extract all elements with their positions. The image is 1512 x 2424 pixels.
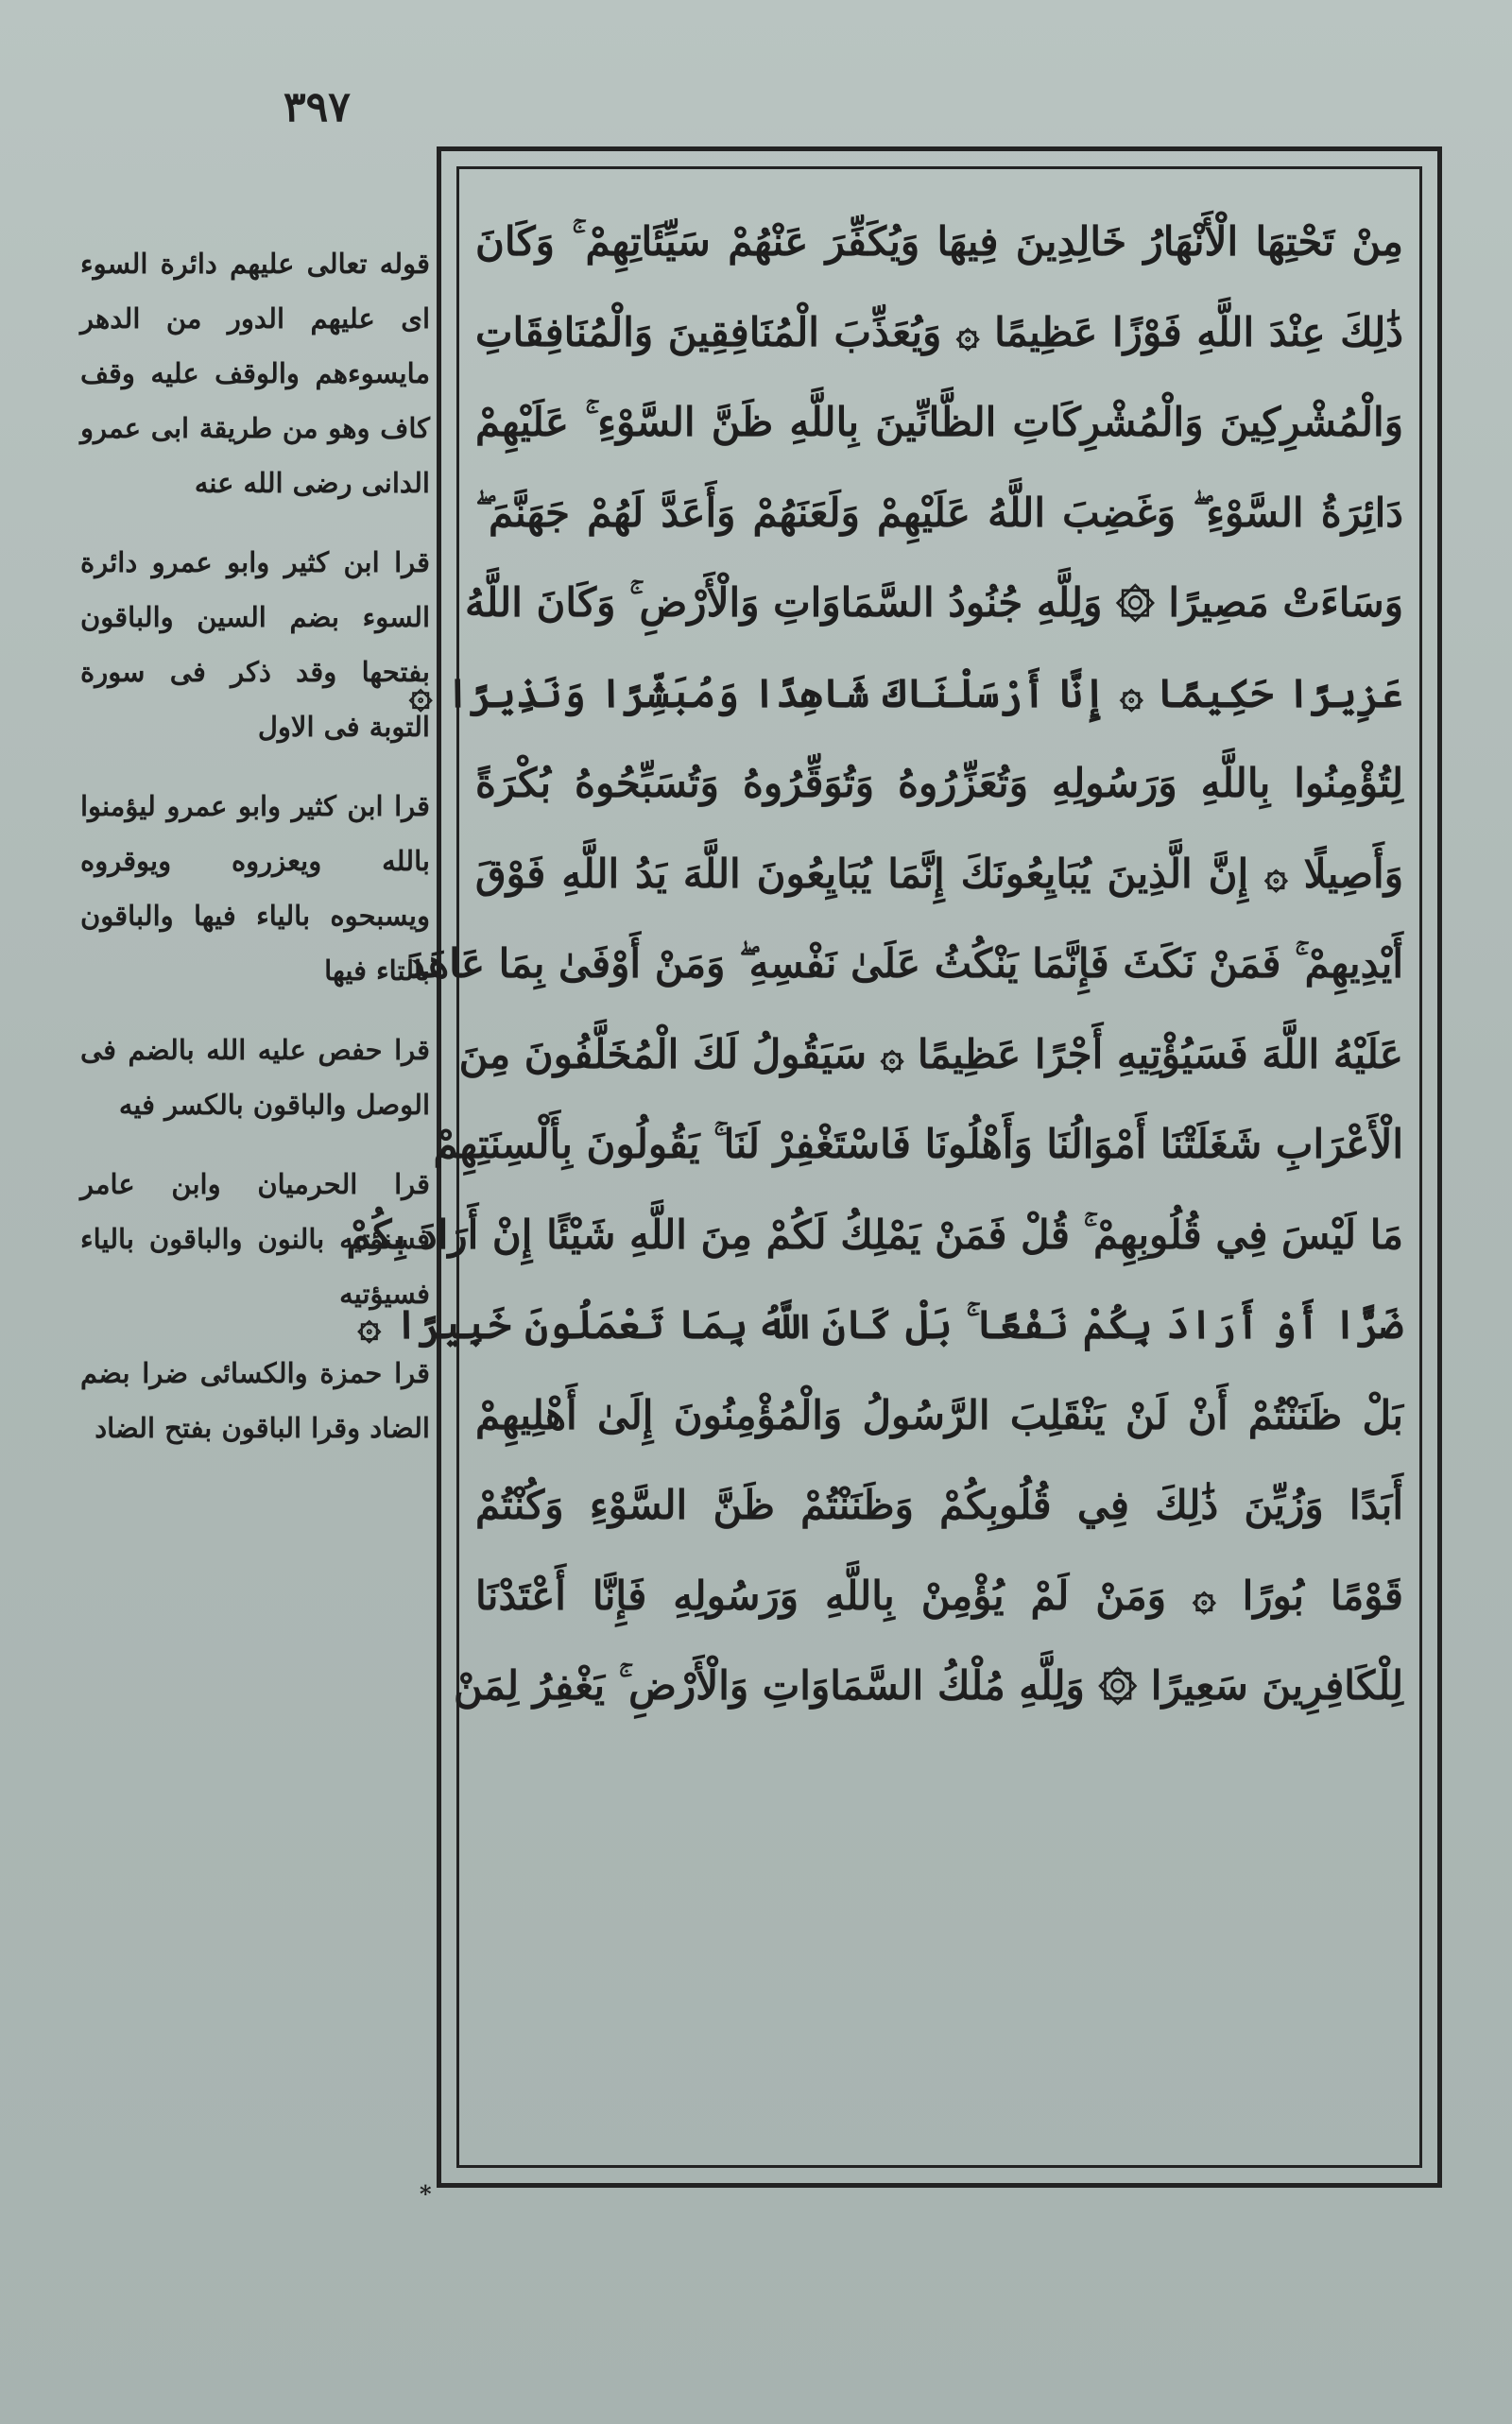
text-line: لِتُؤْمِنُوا بِاللَّهِ وَرَسُولِهِ وَتُعَزِّرُوهُ وَتُوَقِّرُوهُ وَتُسَبِّحُوهُ بُكْرَةً: [475, 760, 1403, 806]
text-line: عَزِيزًا حَكِيمًا ۞ إِنَّا أَرْسَلْنَاكَ شَاهِدًا وَمُبَشِّرًا وَنَذِيرًا ۞: [408, 669, 1403, 716]
margin-note: قرا ابن كثير وابو عمرو ليؤمنوا بالله ويعزروه ويوقروه ويسبحوه بالياء فيها والباقون بالتاء فيها: [80, 790, 430, 987]
text-line: بَلْ ظَنَنْتُمْ أَنْ لَنْ يَنْقَلِبَ الرَّسُولُ وَالْمُؤْمِنُونَ إِلَىٰ أَهْلِيهِمْ: [475, 1391, 1403, 1438]
margin-note: قرا ابن كثير وابو عمرو دائرة السوء بضم السين والباقون بفتحها وقد ذكر فى سورة التوبة فى الاول: [80, 546, 430, 743]
text-line: الْأَعْرَابِ شَغَلَتْنَا أَمْوَالُنَا وَأَهْلُونَا فَاسْتَغْفِرْ لَنَا ۚ يَقُولُونَ بِأَلْسِنَتِهِمْ: [433, 1121, 1403, 1167]
text-line: قَوْمًا بُورًا ۞ وَمَنْ لَمْ يُؤْمِنْ بِاللَّهِ وَرَسُولِهِ فَإِنَّا أَعْتَدْنَا: [475, 1572, 1403, 1619]
main-text-block: [346, 197, 1403, 1731]
text-line: ذَٰلِكَ عِنْدَ اللَّهِ فَوْزًا عَظِيمًا ۞ وَيُعَذِّبَ الْمُنَافِقِينَ وَالْمُنَافِقَاتِ: [475, 308, 1403, 355]
corner-mark: *: [420, 2180, 432, 2208]
text-line: دَائِرَةُ السَّوْءِ ۖ وَغَضِبَ اللَّهُ عَلَيْهِمْ وَلَعَنَهُمْ وَأَعَدَّ لَهُمْ جَهَنَّمَ ۖ: [475, 489, 1403, 536]
text-line: مِنْ تَحْتِهَا الْأَنْهَارُ خَالِدِينَ فِيهَا وَيُكَفِّرَ عَنْهُمْ سَيِّئَاتِهِمْ ۚ وَكَانَ: [475, 218, 1403, 265]
text-line: أَبَدًا وَزُيِّنَ ذَٰلِكَ فِي قُلُوبِكُمْ وَظَنَنْتُمْ ظَنَّ السَّوْءِ وَكُنْتُمْ: [475, 1482, 1403, 1528]
page-number: ٣٩٧: [284, 83, 351, 131]
text-line: وَسَاءَتْ مَصِيرًا ۞ وَلِلَّهِ جُنُودُ السَّمَاوَاتِ وَالْأَرْضِ ۚ وَكَانَ اللَّهُ: [464, 579, 1403, 626]
text-line: وَأَصِيلًا ۞ إِنَّ الَّذِينَ يُبَايِعُونَكَ إِنَّمَا يُبَايِعُونَ اللَّهَ يَدُ اللَّهِ فَوْقَ: [475, 850, 1403, 897]
text-line: وَالْمُشْرِكِينَ وَالْمُشْرِكَاتِ الظَّانِّينَ بِاللَّهِ ظَنَّ السَّوْءِ ۚ عَلَيْهِمْ: [475, 399, 1403, 445]
margin-note: قرا الحرميان وابن عامر فسنؤتيه بالنون والباقون بالياء فسيؤتيه: [80, 1168, 430, 1310]
text-frame: [346, 146, 1442, 2188]
text-line: مَا لَيْسَ فِي قُلُوبِهِمْ ۚ قُلْ فَمَنْ يَمْلِكُ لَكُمْ مِنَ اللَّهِ شَيْئًا إِنْ أَرَادَ بِكُمْ: [346, 1211, 1403, 1258]
margin-note: قرا حمزة والكسائى ضرا بضم الضاد وقرا الباقون بفتح الضاد: [80, 1357, 430, 1444]
text-line: أَيْدِيهِمْ ۚ فَمَنْ نَكَثَ فَإِنَّمَا يَنْكُثُ عَلَىٰ نَفْسِهِ ۖ وَمَنْ أَوْفَىٰ بِمَا عَاهَدَ: [406, 940, 1403, 987]
text-line: لِلْكَافِرِينَ سَعِيرًا ۞ وَلِلَّهِ مُلْكُ السَّمَاوَاتِ وَالْأَرْضِ ۚ يَغْفِرُ لِمَنْ: [454, 1662, 1403, 1709]
margin-note: قرا حفص عليه الله بالضم فى الوصل والباقون بالكسر فيه: [80, 1034, 430, 1121]
text-line: عَلَيْهُ اللَّهَ فَسَيُؤْتِيهِ أَجْرًا عَظِيمًا ۞ سَيَقُولُ لَكَ الْمُخَلَّفُونَ مِنَ: [458, 1030, 1403, 1077]
margin-note: قوله تعالى عليهم دائرة السوء اى عليهم الدور من الدهر مايسوءهم والوقف عليه وقف كاف وهو من طريقة ابى عمرو الدانى رضى الله عنه: [80, 248, 430, 499]
text-line: ضَرًّا أَوْ أَرَادَ بِكُمْ نَفْعًا ۚ بَلْ كَانَ اللَّهُ بِمَا تَعْمَلُونَ خَبِيرًا ۞: [357, 1301, 1403, 1348]
